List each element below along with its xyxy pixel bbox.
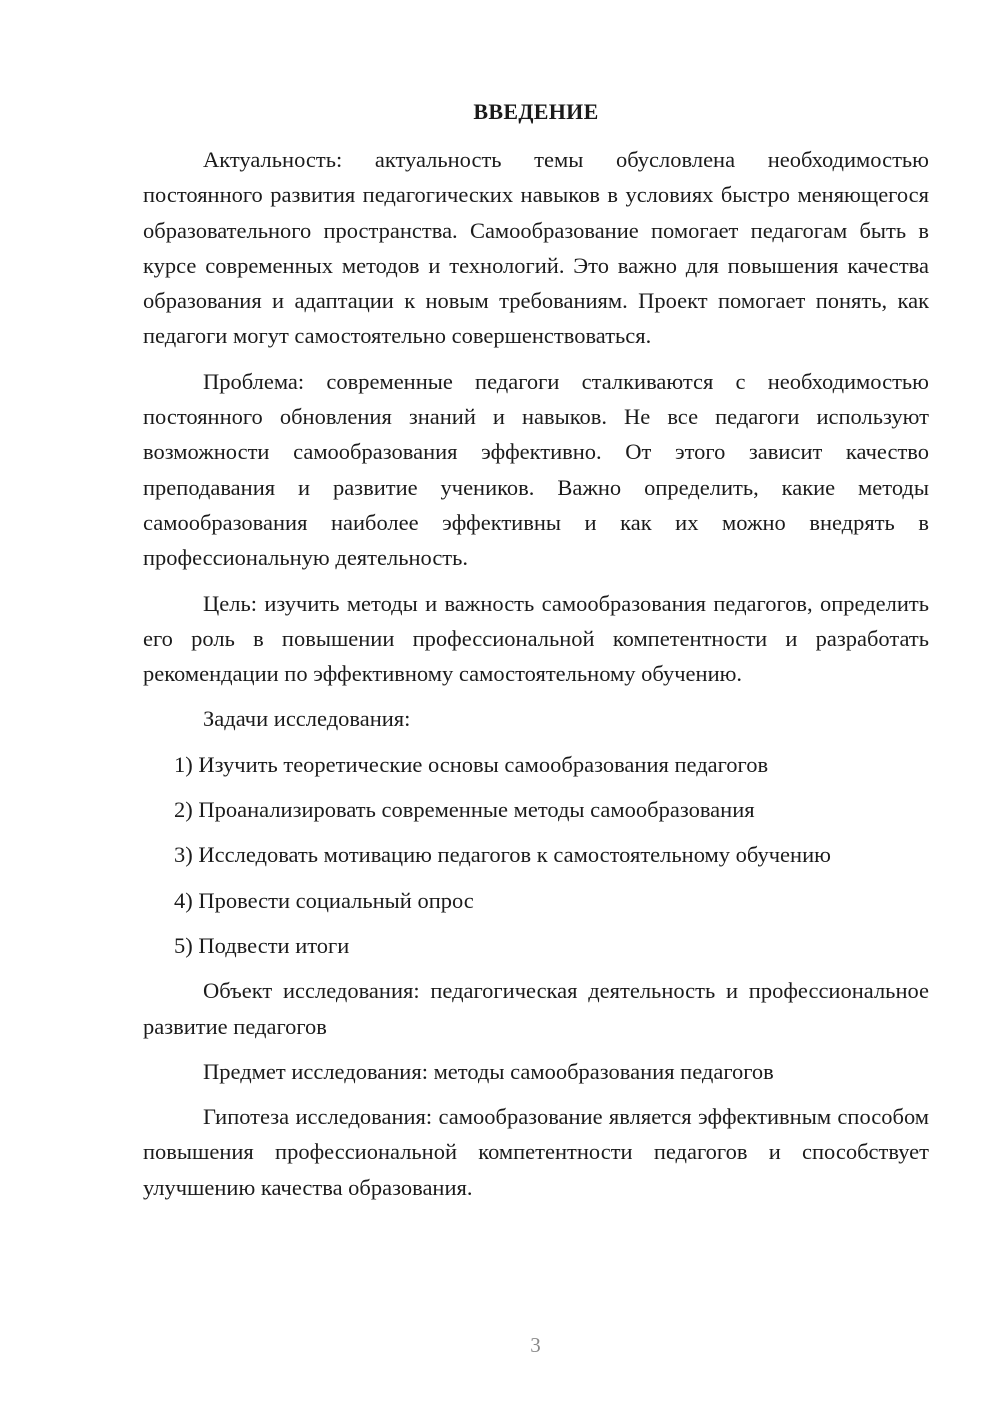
subject-paragraph: Предмет исследования: методы самообразования педагогов xyxy=(203,1058,774,1084)
task-item: 4) Провести социальный опрос xyxy=(174,887,474,913)
goal-paragraph: Цель: изучить методы и важность самообразования педагогов, определить его роль в повышении профессиональной компетентности и разработать рекомендации по эффективному самостоятельному обучению. xyxy=(143,590,929,687)
page-number: 3 xyxy=(530,1333,541,1357)
task-item: 1) Изучить теоретические основы самообразования педагогов xyxy=(174,751,769,777)
relevance-paragraph: Актуальность: актуальность темы обусловлена необходимостью постоянного развития педагогических навыков в условиях быстро меняющегося образовательного пространства. Самообразование помогает педагогам быть в курсе современных методов и технологий. Это важно для повышения качества образования и адаптации к новым требованиям. Проект помогает понять, как педагоги могут самостоятельно совершенствоваться. xyxy=(143,147,929,349)
task-item: 3) Исследовать мотивацию педагогов к самостоятельному обучению xyxy=(174,842,831,868)
section-body xyxy=(143,142,929,1215)
hypothesis-paragraph: Гипотеза исследования: самообразование является эффективным способом повышения профессиональной компетентности педагогов и способствует улучшению качества образования. xyxy=(143,1104,929,1200)
object-paragraph: Объект исследования: педагогическая деятельность и профессиональное развитие педагогов xyxy=(143,978,929,1039)
problem-paragraph: Проблема: современные педагоги сталкиваются с необходимостью постоянного обновления знаний и навыков. Не все педагоги используют возможности самообразования эффективно. От этого зависит качество преподавания и развитие учеников. Важно определить, какие методы самообразования наиболее эффективны и как их можно внедрять в профессиональную деятельность. xyxy=(143,368,929,571)
task-item: 2) Проанализировать современные методы самообразования xyxy=(174,797,755,823)
section-title: ВВЕДЕНИЕ xyxy=(473,99,599,124)
tasks-heading: Задачи исследования: xyxy=(203,706,411,732)
task-item: 5) Подвести итоги xyxy=(174,932,350,958)
